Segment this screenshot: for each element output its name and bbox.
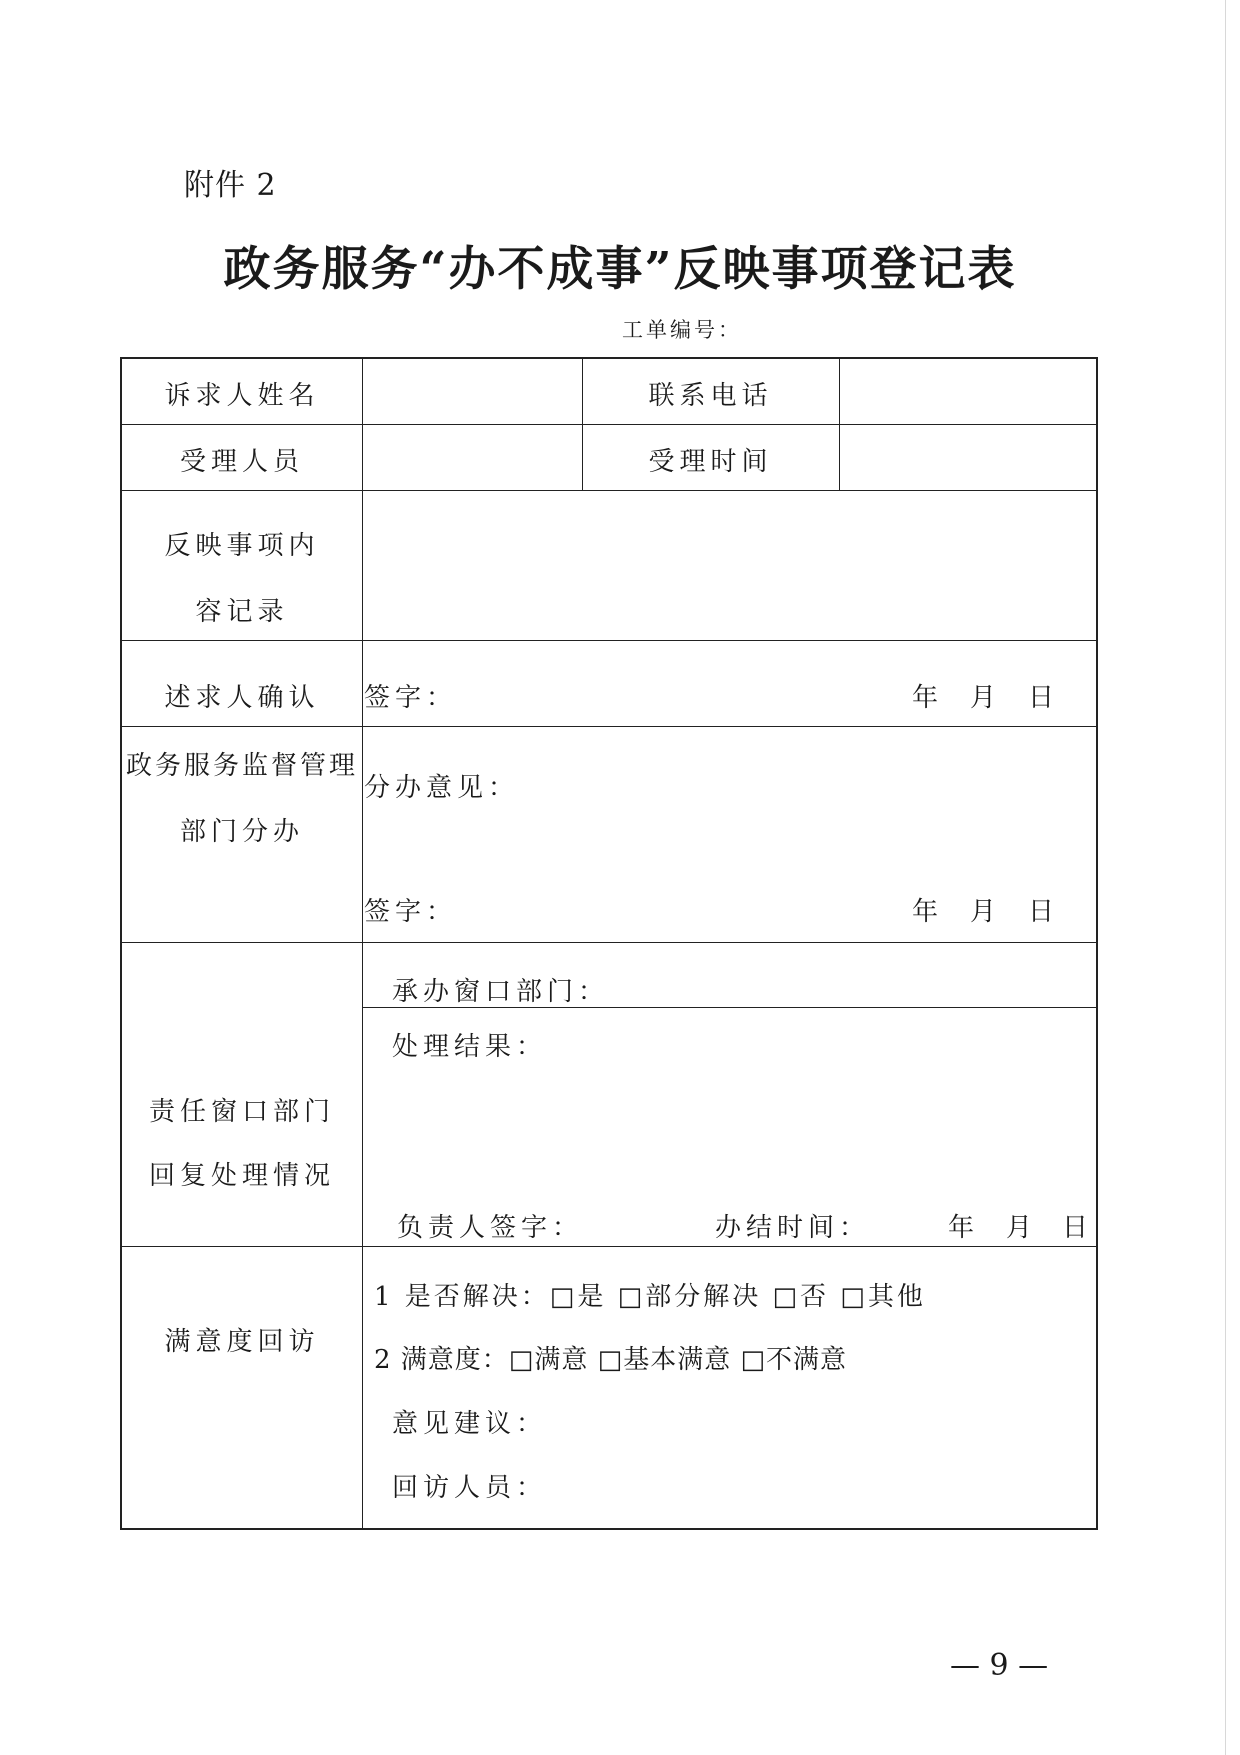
attachment-label: 附件 2 [184, 168, 277, 203]
receive-time-label: 受理时间 [648, 447, 773, 477]
row-divider [122, 640, 1096, 641]
confirm-label: 述求人确认 [164, 683, 320, 713]
content-label-line1: 反映事项内 [164, 531, 320, 561]
responsible-label-line2: 回复处理情况 [148, 1161, 335, 1191]
finish-time-label: 办结时间： [715, 1213, 871, 1243]
row-divider [122, 490, 1096, 491]
month-label: 月 [1006, 1213, 1038, 1243]
row-divider [122, 942, 1096, 943]
day-label: 日 [1062, 1213, 1094, 1243]
row-divider [122, 424, 1096, 425]
order-number-label: 工单编号： [622, 318, 742, 342]
document-title: 政务服务“办不成事”反映事项登记表 [223, 242, 1017, 297]
column-divider [839, 359, 840, 490]
year-label: 年 [912, 683, 944, 713]
satisfaction-visit-label: 满意度回访 [164, 1327, 320, 1357]
year-label: 年 [912, 897, 944, 927]
registration-form-table [120, 357, 1098, 1530]
result-label: 处理结果： [392, 1032, 548, 1062]
content-label-line2: 容记录 [195, 597, 289, 627]
year-label: 年 [948, 1213, 980, 1243]
page-number: — 9 — [950, 1648, 1049, 1683]
responsible-label-line1: 责任窗口部门 [148, 1097, 335, 1127]
row-divider [122, 726, 1096, 727]
row-divider [122, 1246, 1096, 1247]
assign-opinion-label: 分办意见： [364, 773, 520, 803]
leader-signature-label: 负责人签字： [397, 1213, 584, 1243]
applicant-name-label: 诉求人姓名 [164, 381, 320, 411]
satisfaction-question: 2 满意度：□满意 □基本满意 □不满意 [374, 1345, 848, 1375]
day-label: 日 [1028, 683, 1060, 713]
day-label: 日 [1028, 897, 1060, 927]
supervision-label-line2: 部门分办 [179, 817, 304, 847]
column-divider [362, 359, 363, 1528]
visitor-label: 回访人员： [392, 1473, 548, 1503]
phone-label: 联系电话 [648, 381, 773, 411]
handling-dept-label: 承办窗口部门： [392, 977, 610, 1007]
month-label: 月 [970, 683, 1002, 713]
resolved-question: 1 是否解决：□是 □部分解决 □否 □其他 [374, 1282, 926, 1312]
signature-label: 签字： [364, 683, 458, 713]
suggestion-label: 意见建议： [392, 1409, 548, 1439]
receiver-label: 受理人员 [179, 447, 304, 477]
signature-label: 签字： [364, 897, 458, 927]
month-label: 月 [970, 897, 1002, 927]
supervision-label-line1: 政务服务监督管理 [125, 751, 358, 781]
